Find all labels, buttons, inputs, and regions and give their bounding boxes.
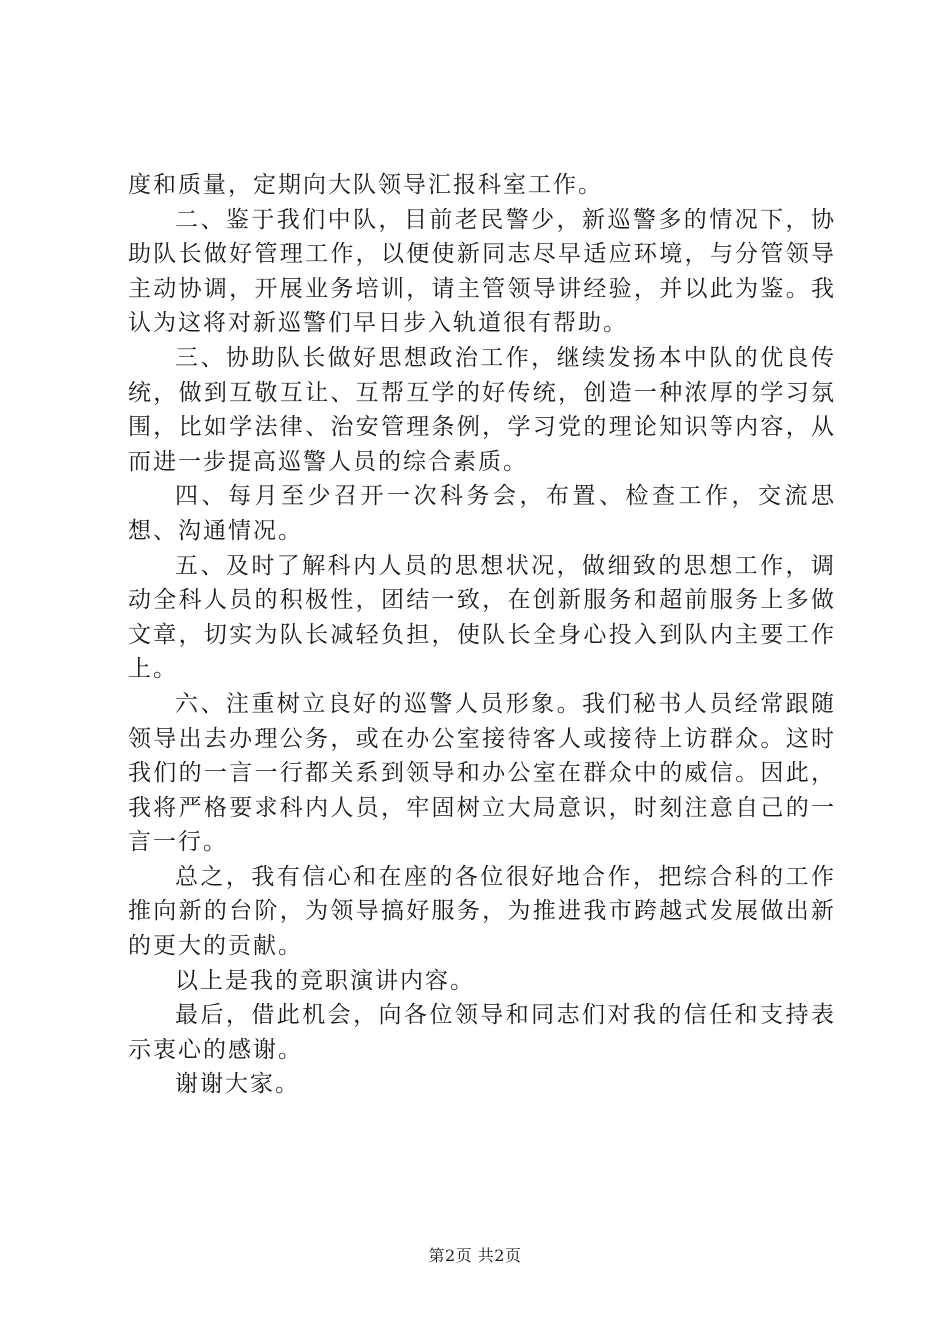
paragraph-thanks-note: 最后，借此机会，向各位领导和同志们对我的信任和支持表示衷心的感谢。 xyxy=(128,1002,836,1063)
paragraph-item-6: 六、注重树立良好的巡警人员形象。我们秘书人员经常跟随领导出去办理公务，或在办公室接待客人或接待上访群众。这时我们的一言一行都关系到领导和办公室在群众中的威信。因此，我将严格要求科内人员，牢固树立大局意识，时刻注意自己的一言一行。 xyxy=(128,690,836,856)
document-body xyxy=(128,168,836,1102)
paragraph-thank-you: 谢谢大家。 xyxy=(175,1071,300,1098)
paragraph-continuation: 度和质量，定期向大队领导汇报科室工作。 xyxy=(128,172,603,198)
paragraph-item-4: 四、每月至少召开一次科务会，布置、检查工作，交流思想、沟通情况。 xyxy=(128,483,836,544)
paragraph-closing-statement: 以上是我的竞职演讲内容。 xyxy=(175,967,475,994)
paragraph-item-2: 二、鉴于我们中队，目前老民警少，新巡警多的情况下，协助队长做好管理工作，以便使新同志尽早适应环境，与分管领导主动协调，开展业务培训，请主管领导讲经验，并以此为鉴。我认为这将对新巡警们早日步入轨道很有帮助。 xyxy=(128,206,836,337)
paragraph-item-3: 三、协助队长做好思想政治工作，继续发扬本中队的优良传统，做到互敬互让、互帮互学的好传统，创造一种浓厚的学习氛围，比如学法律、治安管理条例，学习党的理论知识等内容，从而进一步提高巡警人员的综合素质。 xyxy=(128,344,836,475)
paragraph-summary: 总之，我有信心和在座的各位很好地合作，把综合科的工作推向新的台阶，为领导搞好服务，为推进我市跨越式发展做出新的更大的贡献。 xyxy=(128,863,836,960)
page-number-footer: 第2页 共2页 xyxy=(428,1246,522,1265)
paragraph-item-5: 五、及时了解科内人员的思想状况，做细致的思想工作，调动全科人员的积极性，团结一致，在创新服务和超前服务上多做文章，切实为队长减轻负担，使队长全身心投入到队内主要工作上。 xyxy=(128,552,836,683)
